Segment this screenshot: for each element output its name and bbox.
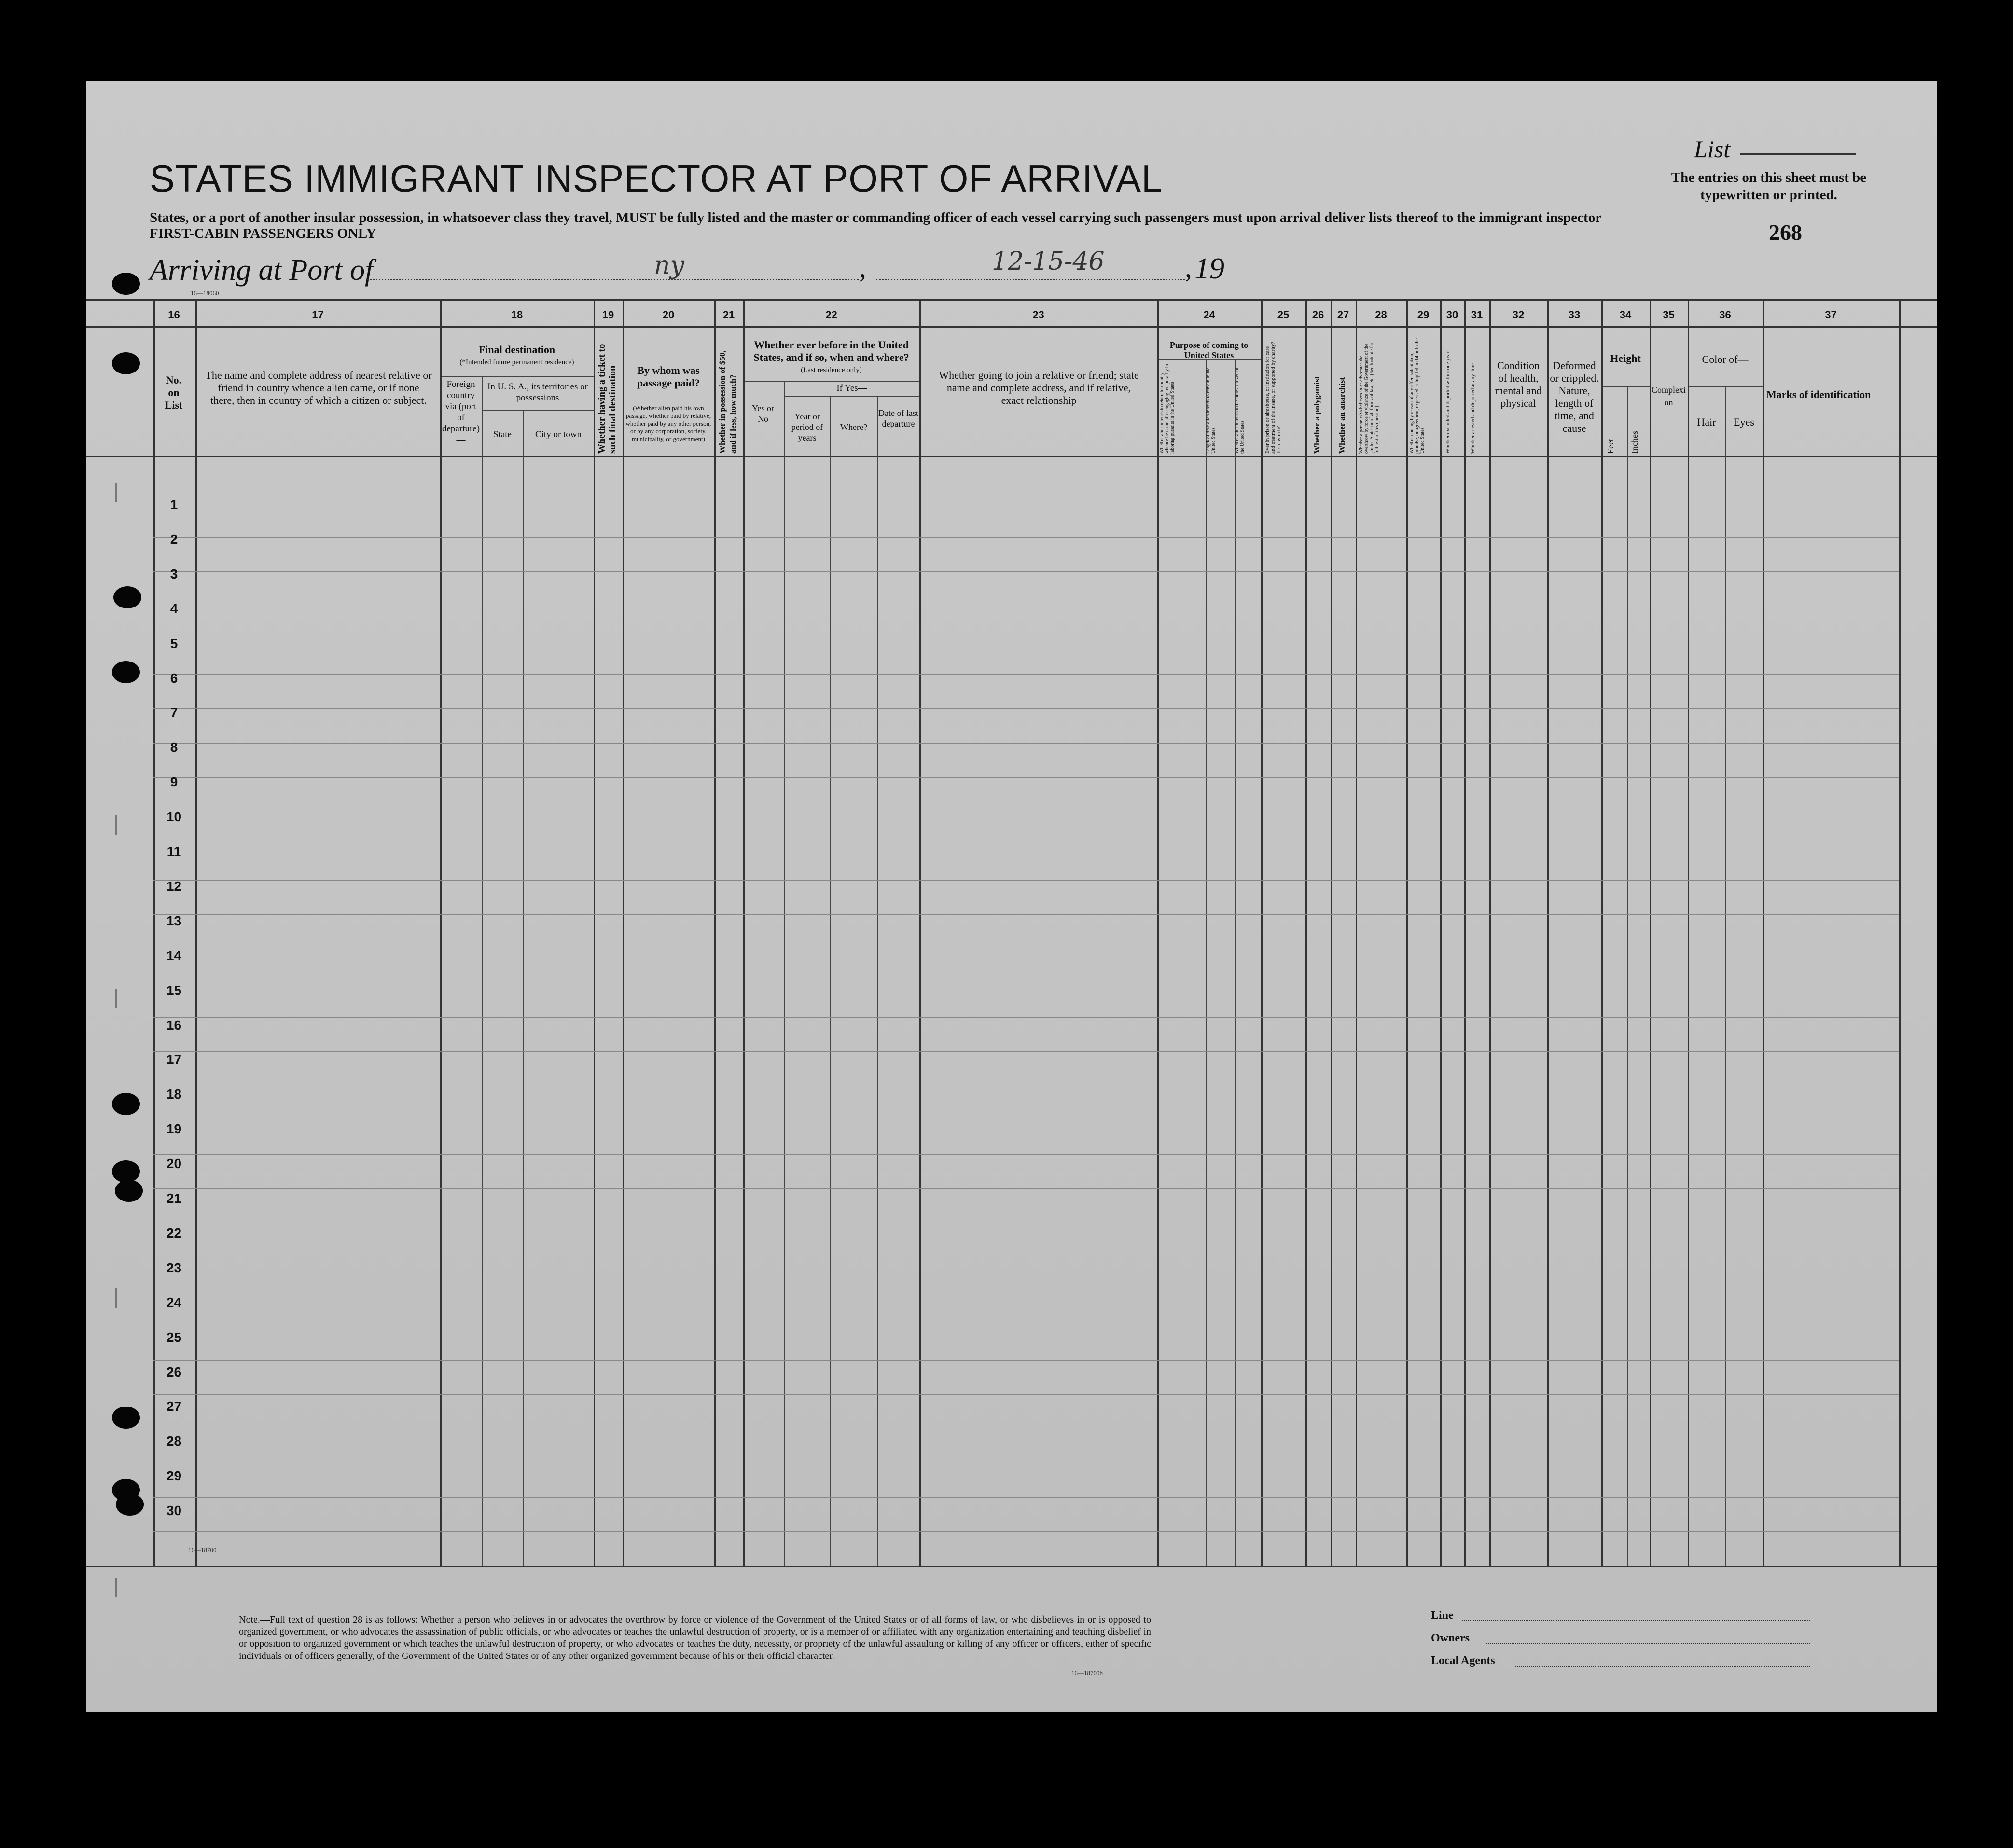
punch-hole <box>116 1493 144 1516</box>
ruled-line <box>153 914 1899 915</box>
year-prefix: 19 <box>1194 252 1224 285</box>
header-deformed: Deformed or crippled. Nature, length of time, and cause <box>1550 359 1599 434</box>
header-health: Condition of health, mental and physical <box>1495 359 1542 409</box>
column-divider <box>1899 299 1901 1566</box>
col-number: 30 <box>1446 309 1458 321</box>
row-number: 8 <box>170 740 178 755</box>
header-purpose-a: Whether alien intends to return to country whence he came after engaging temporarily in laboring pursuits in the United States <box>1159 364 1175 454</box>
punch-hole <box>112 1160 140 1183</box>
punch-hole <box>115 1180 143 1202</box>
header-no-on-list: No. on List <box>165 374 183 411</box>
col-number: 36 <box>1719 309 1731 321</box>
row-number: 10 <box>166 809 182 825</box>
row-number: 22 <box>166 1225 182 1241</box>
column-divider <box>919 299 921 1566</box>
row-number: 16 <box>166 1017 182 1033</box>
header-date-departure: Date of last departure <box>878 408 918 428</box>
date-field-line <box>876 279 1185 280</box>
form-sheet <box>86 81 1937 1712</box>
typewritten-note: The entries on this sheet must be typewritten or printed. <box>1671 170 1867 203</box>
col-number: 18 <box>511 309 523 321</box>
column-divider <box>1547 299 1549 1566</box>
col-number: 34 <box>1619 309 1632 321</box>
row-number: 23 <box>166 1260 182 1275</box>
column-divider <box>1331 299 1332 1566</box>
ruled-line <box>153 1017 1899 1018</box>
row-number: 1 <box>170 497 178 512</box>
ruled-line <box>153 1154 1899 1155</box>
col-number: 29 <box>1417 309 1430 321</box>
row-number: 12 <box>166 878 182 894</box>
ruled-line <box>153 1394 1899 1395</box>
row-number: 26 <box>166 1364 182 1379</box>
column-divider <box>1157 299 1159 1566</box>
ruled-line <box>153 1531 1899 1532</box>
column-divider <box>440 299 442 1566</box>
ruled-line <box>153 1188 1899 1189</box>
header-ticket: Whether having a ticket to such final destination <box>597 344 618 454</box>
punch-hole <box>112 1093 140 1115</box>
header-foreign-country: Foreign country via (port of departure)— <box>442 379 480 445</box>
column-divider <box>523 410 524 1566</box>
header-ever-before: Whether ever before in the United States, and if so, when and where? <box>753 339 909 363</box>
col-number: 21 <box>722 309 735 321</box>
col-number: 23 <box>1032 309 1044 321</box>
column-divider <box>1406 299 1408 1566</box>
col-number: 25 <box>1277 309 1290 321</box>
col-number: 24 <box>1203 309 1215 321</box>
row-number: 15 <box>166 982 182 998</box>
header-passage-paid-note: (Whether alien paid his own passage, whether paid by relative, whether paid by any other person, or by any corporation, society, municipality, or government) <box>625 404 711 442</box>
header-final-destination-note: (*Intended future permanent residence) <box>459 359 574 366</box>
table-top-border <box>86 299 1937 301</box>
header-where: Where? <box>840 422 867 432</box>
column-divider <box>1688 299 1689 1566</box>
row-number: 30 <box>166 1503 182 1518</box>
column-divider <box>1305 299 1307 1566</box>
row-number: 24 <box>166 1295 182 1310</box>
ruled-line <box>153 708 1899 709</box>
stray-mark <box>115 1288 117 1308</box>
header-inches: Inches <box>1630 431 1639 454</box>
port-field-line <box>367 279 859 280</box>
intro-text: States, or a port of another insular possession, in whatsoever class they travel, MUST be fully listed and the master or commanding officer of each vessel carrying such passengers must upon arrival deliver lists thereof to the immigrant inspector <box>150 210 1602 225</box>
row-number: 13 <box>166 913 182 928</box>
column-divider <box>1235 359 1236 1566</box>
comma: , <box>859 251 866 283</box>
row-number: 14 <box>166 948 182 963</box>
col-number: 22 <box>825 309 837 321</box>
header-state: State <box>493 429 512 440</box>
sub-rule <box>1601 386 1650 387</box>
header-city: City or town <box>535 429 582 440</box>
header-complexion: Complexion <box>1652 385 1686 407</box>
sub-rule <box>482 410 594 411</box>
list-field-line[interactable] <box>1740 153 1856 155</box>
header-period: Year or period of years <box>791 412 823 442</box>
owners-field[interactable] <box>1486 1643 1810 1644</box>
passenger-class: FIRST-CABIN PASSENGERS ONLY <box>150 226 376 241</box>
col-number: 31 <box>1471 309 1483 321</box>
row-number: 28 <box>166 1434 182 1449</box>
stray-mark <box>115 483 117 502</box>
port-handwritten[interactable]: ny <box>654 251 684 280</box>
header-in-usa: In U. S. A., its territories or possessions <box>487 382 588 403</box>
header-arrested: Whether arrested and deported at any time <box>1470 363 1476 454</box>
header-height: Height <box>1610 352 1641 364</box>
col-number: 27 <box>1337 309 1349 321</box>
col-number: 37 <box>1825 309 1837 321</box>
col-number: 28 <box>1375 309 1387 321</box>
column-divider <box>1356 299 1357 1566</box>
ruled-line <box>153 1360 1899 1361</box>
ruled-line <box>153 1051 1899 1052</box>
form-title: STATES IMMIGRANT INSPECTOR AT PORT OF ARRIVAL <box>150 157 1163 200</box>
row-number: 2 <box>170 531 178 547</box>
row-number: 11 <box>167 844 181 859</box>
header-purpose-c: Whether alien intends to become a citizen of the United States <box>1235 367 1245 454</box>
punch-hole <box>112 352 140 374</box>
header-labor-offer: Whether coming by reason of any offer, solicitation, promise, or agreement, expressed or implied, to labor in the United States <box>1409 338 1425 454</box>
header-nearest-relative: The name and complete address of nearest relative or friend in country whence alien came, or if none there, then in country of which a citizen or subject. <box>205 369 432 406</box>
column-divider <box>784 381 785 1566</box>
row-number: 25 <box>166 1329 182 1345</box>
header-polygamist: Whether a polygamist <box>1312 376 1321 454</box>
col-number: 35 <box>1663 309 1675 321</box>
column-divider <box>1601 299 1603 1566</box>
footnote-code: 16—18700b <box>1071 1669 1103 1677</box>
header-going-to-join: Whether going to join a relative or friend; state name and complete address, and if relative, exact relationship <box>939 369 1139 406</box>
ruled-line <box>153 1497 1899 1498</box>
row-number: 19 <box>166 1121 182 1137</box>
row-number: 20 <box>166 1156 182 1172</box>
column-divider <box>1464 299 1466 1566</box>
header-prison: Ever in prison or almshouse, or institution for care and treatment of the insane, or supported by charity? If so, which? <box>1264 342 1282 454</box>
header-question-28: Whether a person who believes in or advocates the overthrow by force or violence of the Government of the United States or of all forms of law, etc. (See footnote for full text of this question) <box>1359 342 1380 454</box>
column-divider <box>743 299 745 1566</box>
column-divider <box>1261 299 1263 1566</box>
header-if-yes: If Yes— <box>836 383 867 393</box>
column-divider <box>482 376 483 1566</box>
row-number: 17 <box>166 1052 182 1067</box>
row-number: 6 <box>170 670 178 686</box>
ruled-line <box>153 743 1899 744</box>
col-number: 20 <box>662 309 675 321</box>
col-number-rule <box>86 326 1937 328</box>
form-code-top: 16—18060 <box>191 290 219 297</box>
column-divider <box>594 299 595 1566</box>
ruled-line <box>153 674 1899 675</box>
column-divider <box>195 299 197 1566</box>
row-number: 29 <box>166 1468 182 1484</box>
column-divider <box>1650 299 1651 1566</box>
stray-mark <box>115 1578 117 1597</box>
header-feet: Feet <box>1606 439 1615 454</box>
ruled-line <box>153 571 1899 572</box>
line-field[interactable] <box>1462 1620 1810 1621</box>
header-excluded: Whether excluded and deported within one year <box>1445 351 1451 454</box>
local-agents-label: Local Agents <box>1431 1655 1495 1667</box>
col-number: 16 <box>168 309 180 321</box>
header-purpose-b: Length of time alien intends to remain in the United States <box>1206 367 1216 454</box>
question-28-footnote: Note.—Full text of question 28 is as follows: Whether a person who believes in or advocates the overthrow by force or violence of the Government of the United States or of all forms of law, or who disbelieves in or is opposed to organized government, or who advocates the assassination of public officials, or who advocates or teaches the unlawful destruction of property, or is a member of or affiliated with any organization entertaining and teaching disbelief in or opposition to organized government or which teaches the unlawful destruction of property, or who advocates or teaches the duty, necessity, or propriety of the unlawful assaulting or killing of any officer or officers, either of specific individuals or of officers generally, of the Government of the United States or of any other organized government because of his or their official character. <box>239 1614 1151 1661</box>
col-number: 19 <box>602 309 614 321</box>
ruled-line <box>153 880 1899 881</box>
column-divider <box>1725 386 1726 1566</box>
owners-label: Owners <box>1431 1632 1470 1644</box>
column-divider <box>1763 299 1764 1566</box>
col-number: 33 <box>1568 309 1581 321</box>
header-yes-or-no: Yes or No <box>752 403 774 424</box>
comma: , <box>1185 251 1192 283</box>
sub-rule <box>440 376 594 377</box>
header-last-residence: (Last residence only) <box>801 366 862 374</box>
header-anarchist: Whether an anarchist <box>1337 377 1347 454</box>
row-number: 4 <box>170 601 178 616</box>
header-final-destination: Final destination <box>478 344 555 356</box>
row-number: 21 <box>166 1191 182 1206</box>
row-number: 3 <box>170 566 178 581</box>
column-divider <box>1627 386 1628 1566</box>
stray-mark <box>115 989 117 1008</box>
header-fifty-dollars: Whether in possession of $50, and if less, how much? <box>718 350 737 454</box>
header-passage-paid: By whom was passage paid? <box>637 364 700 389</box>
row-number: 18 <box>166 1087 182 1102</box>
local-agents-field[interactable] <box>1515 1666 1810 1667</box>
header-color-of: Color of— <box>1702 353 1749 365</box>
col-number: 26 <box>1312 309 1324 321</box>
col-number: 17 <box>312 309 324 321</box>
arriving-label: Arriving at Port of <box>150 254 374 287</box>
ruled-line <box>153 777 1899 778</box>
header-marks: Marks of identification <box>1766 388 1871 400</box>
date-handwritten[interactable]: 12-15-46 <box>992 247 1105 276</box>
column-divider <box>1489 299 1491 1566</box>
punch-hole <box>113 586 141 608</box>
header-eyes: Eyes <box>1734 416 1754 428</box>
column-divider <box>1206 359 1207 1566</box>
header-hair: Hair <box>1697 416 1716 428</box>
list-label: List <box>1694 136 1731 163</box>
punch-hole <box>112 1407 140 1429</box>
row-number: 7 <box>170 705 178 720</box>
row-number: 9 <box>170 774 178 790</box>
sub-rule <box>784 396 919 397</box>
sheet-number: 268 <box>1769 220 1802 245</box>
row-number: 5 <box>170 635 178 651</box>
form-code-bottom: 16—18700 <box>188 1546 217 1554</box>
header-bottom-rule <box>86 456 1937 457</box>
punch-hole <box>112 273 140 295</box>
line-label: Line <box>1431 1609 1454 1622</box>
column-divider <box>1440 299 1442 1566</box>
row-number: 27 <box>166 1399 182 1414</box>
ruled-line <box>153 537 1899 538</box>
col-number: 32 <box>1512 309 1525 321</box>
table-bottom-border <box>86 1566 1937 1567</box>
column-divider <box>623 299 624 1566</box>
column-divider <box>714 299 716 1566</box>
header-purpose: Purpose of coming to United States <box>1169 340 1249 360</box>
punch-hole <box>112 661 140 683</box>
stray-mark <box>115 815 117 835</box>
